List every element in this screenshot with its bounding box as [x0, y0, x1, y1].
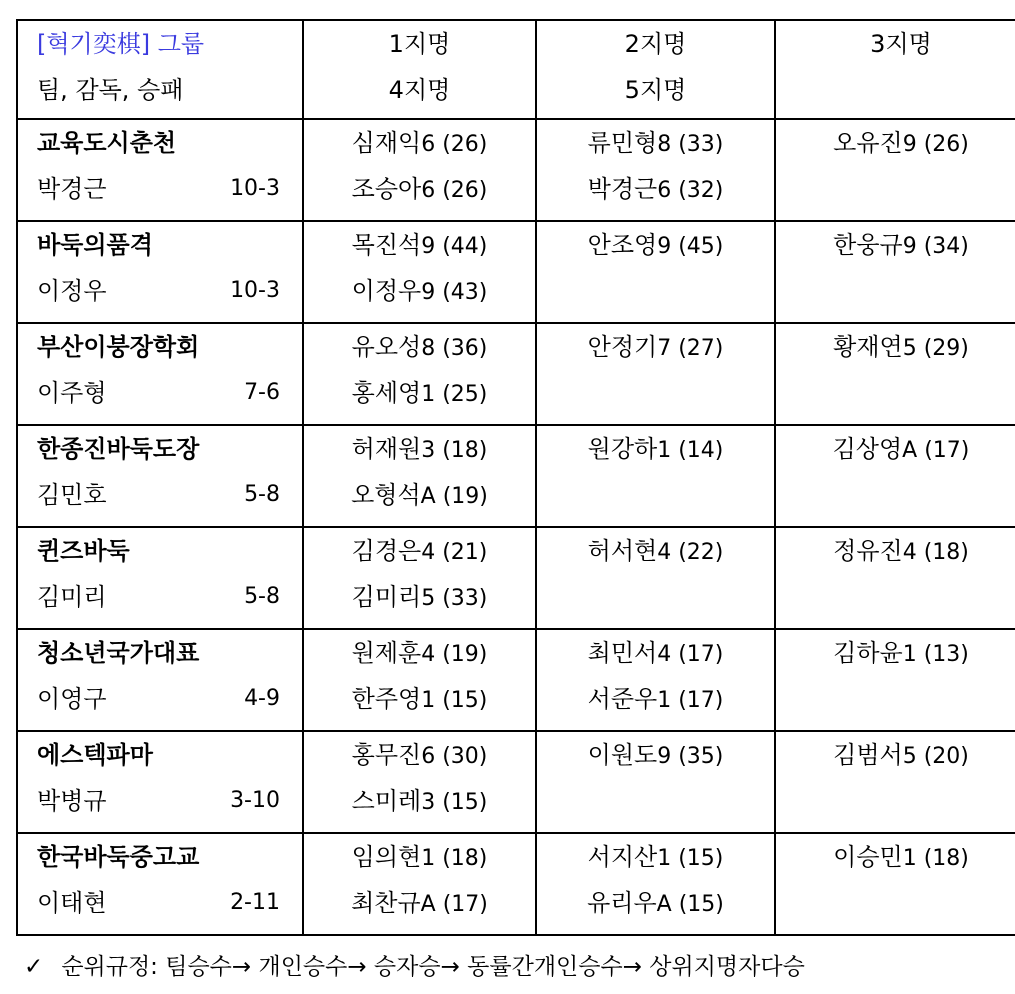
team-row [17, 731, 1015, 833]
team-row [17, 833, 1015, 935]
player-score: 6 (32) [657, 178, 724, 203]
team-name: 한종진바둑도장 [37, 435, 200, 463]
player-name: 한주영 [351, 685, 422, 713]
player-entry [537, 676, 774, 722]
player-name: 스미레 [351, 787, 422, 815]
player-score: 8 (36) [421, 336, 488, 361]
group-title: [혁기奕棋] 그룹 [37, 30, 205, 58]
player-entry [537, 880, 774, 926]
team-name: 퀸즈바둑 [37, 537, 130, 565]
player-name: 서지산 [587, 843, 658, 871]
player-name: 이원도 [587, 741, 658, 769]
pick-3-cell [775, 425, 1015, 527]
team-name: 바둑의품격 [37, 231, 153, 259]
player-name: 원강하 [587, 435, 658, 463]
player-entry [537, 528, 774, 574]
pick-3-cell [775, 731, 1015, 833]
player-score: 4 (19) [421, 642, 488, 667]
player-name: 최찬규 [351, 889, 421, 917]
pick-2-5-cell [536, 527, 775, 629]
header-pick-2-5 [536, 20, 775, 119]
player-entry [304, 268, 535, 314]
pick-1-4-cell [303, 119, 536, 221]
team-coach-record [37, 268, 302, 314]
team-row [17, 221, 1015, 323]
pick-1-4-cell [303, 425, 536, 527]
header-pick-1: 1지명 [388, 30, 451, 58]
player-name: 최민서 [587, 639, 658, 667]
player-entry [304, 630, 535, 676]
player-name: 허서현 [587, 537, 658, 565]
player-entry [537, 426, 774, 472]
team-coach: 박병규 [37, 787, 107, 815]
player-entry [776, 120, 1015, 166]
player-entry [304, 778, 535, 824]
player-name: 오형석 [351, 481, 421, 509]
team-cell [17, 833, 303, 935]
pick-1-4-cell [303, 323, 536, 425]
player-score: 4 (21) [421, 540, 488, 565]
ranking-rule-text: 순위규정: 팀승수→ 개인승수→ 승자승→ 동률간개인승수→ 상위지명자다승 [61, 954, 805, 980]
player-score: A (17) [902, 438, 970, 463]
check-icon: ✓ [24, 954, 44, 980]
player-entry [776, 528, 1015, 574]
header-pick-1-4 [303, 20, 536, 119]
pick-2-5-cell [536, 731, 775, 833]
player-score: 6 (30) [421, 744, 488, 769]
player-entry [537, 630, 774, 676]
player-name: 김경은 [351, 537, 422, 565]
player-score: 1 (13) [902, 642, 969, 667]
player-score: 5 (33) [421, 586, 488, 611]
team-coach: 김미리 [37, 583, 107, 611]
team-cell [17, 323, 303, 425]
player-entry [776, 222, 1015, 268]
team-coach-record [37, 472, 302, 518]
pick-3-cell [775, 629, 1015, 731]
player-score: 1 (15) [421, 688, 488, 713]
player-entry [304, 528, 535, 574]
player-score: 4 (17) [657, 642, 724, 667]
player-entry [304, 880, 535, 926]
header-team-cell [17, 20, 303, 119]
team-coach: 이영구 [37, 685, 107, 713]
team-record: 10-3 [230, 176, 280, 201]
header-pick-2: 2지명 [624, 30, 687, 58]
player-name: 유오성 [351, 333, 422, 361]
player-entry [304, 426, 535, 472]
player-name: 류민형 [587, 129, 658, 157]
team-coach-record [37, 778, 302, 824]
player-name: 김하윤 [833, 639, 903, 667]
team-record: 10-3 [230, 278, 280, 303]
player-name: 홍무진 [351, 741, 422, 769]
team-coach: 이정우 [37, 277, 107, 305]
team-coach-record [37, 676, 302, 722]
header-subtitle: 팀, 감독, 승패 [37, 76, 184, 104]
pick-1-4-cell [303, 629, 536, 731]
player-score: 4 (22) [657, 540, 724, 565]
team-record: 5-8 [244, 482, 280, 507]
pick-3-cell [775, 221, 1015, 323]
team-name: 교육도시춘천 [37, 129, 177, 157]
team-coach-record [37, 574, 302, 620]
player-entry [776, 630, 1015, 676]
player-entry [537, 834, 774, 880]
player-entry [304, 472, 535, 518]
player-score: 9 (44) [421, 234, 488, 259]
team-record: 3-10 [230, 788, 280, 813]
header-row [17, 20, 1015, 119]
player-score: 9 (43) [421, 280, 488, 305]
player-name: 이승민 [833, 843, 903, 871]
ranking-rule-note [24, 947, 805, 987]
player-entry [537, 120, 774, 166]
player-score: A (19) [420, 484, 488, 509]
team-name: 청소년국가대표 [37, 639, 200, 667]
standings-table [16, 19, 1015, 936]
player-score: A (17) [420, 892, 488, 917]
team-cell [17, 425, 303, 527]
player-name: 조승아 [351, 175, 422, 203]
pick-2-5-cell [536, 629, 775, 731]
player-name: 김미리 [351, 583, 422, 611]
player-entry [776, 834, 1015, 880]
player-score: A (15) [656, 892, 724, 917]
player-name: 김범서 [833, 741, 903, 769]
player-score: 9 (34) [902, 234, 969, 259]
team-name: 부산이붕장학회 [37, 333, 200, 361]
pick-3-cell [775, 119, 1015, 221]
pick-2-5-cell [536, 833, 775, 935]
player-score: 3 (18) [421, 438, 488, 463]
team-coach-record [37, 370, 302, 416]
player-name: 오유진 [833, 129, 903, 157]
player-entry [304, 676, 535, 722]
player-entry [304, 370, 535, 416]
player-score: 1 (18) [902, 846, 969, 871]
player-name: 원제훈 [351, 639, 422, 667]
player-entry [304, 324, 535, 370]
player-name: 안정기 [587, 333, 658, 361]
pick-1-4-cell [303, 527, 536, 629]
player-score: 5 (20) [902, 744, 969, 769]
header-pick-5: 5지명 [624, 76, 687, 104]
team-row [17, 323, 1015, 425]
team-record: 5-8 [244, 584, 280, 609]
player-entry [537, 222, 774, 268]
player-name: 유리우 [587, 889, 657, 917]
player-name: 홍세영 [351, 379, 422, 407]
team-row [17, 119, 1015, 221]
player-entry [776, 324, 1015, 370]
pick-1-4-cell [303, 833, 536, 935]
team-name: 에스텍파마 [37, 741, 153, 769]
player-name: 서준우 [587, 685, 658, 713]
team-coach-record [37, 880, 302, 926]
player-name: 황재연 [833, 333, 903, 361]
player-name: 박경근 [587, 175, 658, 203]
pick-2-5-cell [536, 425, 775, 527]
player-name: 한웅규 [833, 231, 903, 259]
player-name: 김상영 [832, 435, 903, 463]
team-coach: 이주형 [37, 379, 107, 407]
team-row [17, 629, 1015, 731]
pick-2-5-cell [536, 323, 775, 425]
team-record: 4-9 [244, 686, 280, 711]
team-coach: 박경근 [37, 175, 107, 203]
pick-2-5-cell [536, 119, 775, 221]
player-score: 6 (26) [421, 132, 488, 157]
player-score: 9 (45) [657, 234, 724, 259]
player-score: 5 (29) [902, 336, 969, 361]
player-score: 9 (26) [902, 132, 969, 157]
team-record: 7-6 [244, 380, 280, 405]
team-coach: 김민호 [37, 481, 107, 509]
player-score: 7 (27) [657, 336, 724, 361]
player-score: 9 (35) [657, 744, 724, 769]
player-name: 허재원 [351, 435, 422, 463]
pick-3-cell [775, 323, 1015, 425]
pick-3-cell [775, 527, 1015, 629]
player-entry [304, 834, 535, 880]
player-score: 6 (26) [421, 178, 488, 203]
player-name: 이정우 [351, 277, 422, 305]
team-cell [17, 221, 303, 323]
pick-1-4-cell [303, 221, 536, 323]
player-score: 1 (15) [657, 846, 724, 871]
player-name: 정유진 [833, 537, 903, 565]
team-record: 2-11 [230, 890, 280, 915]
team-cell [17, 731, 303, 833]
team-cell [17, 527, 303, 629]
team-cell [17, 629, 303, 731]
player-score: 1 (14) [657, 438, 724, 463]
player-name: 안조영 [587, 231, 658, 259]
team-name: 한국바둑중고교 [37, 843, 200, 871]
pick-2-5-cell [536, 221, 775, 323]
player-entry [304, 120, 535, 166]
player-score: 1 (17) [657, 688, 724, 713]
pick-3-cell [775, 833, 1015, 935]
team-coach: 이태현 [37, 889, 107, 917]
player-name: 목진석 [351, 231, 422, 259]
player-entry [304, 166, 535, 212]
team-coach-record [37, 166, 302, 212]
player-entry [537, 324, 774, 370]
player-entry [776, 732, 1015, 778]
player-score: 8 (33) [657, 132, 724, 157]
team-row [17, 527, 1015, 629]
player-entry [304, 574, 535, 620]
player-entry [304, 222, 535, 268]
pick-1-4-cell [303, 731, 536, 833]
header-pick-4: 4지명 [388, 76, 451, 104]
player-name: 임의현 [351, 843, 422, 871]
team-row [17, 425, 1015, 527]
header-pick-3 [775, 20, 1015, 119]
player-entry [776, 426, 1015, 472]
player-name: 심재익 [351, 129, 422, 157]
player-score: 1 (25) [421, 382, 488, 407]
player-entry [304, 732, 535, 778]
player-entry [537, 732, 774, 778]
team-cell [17, 119, 303, 221]
header-pick-3-label: 3지명 [870, 30, 932, 58]
player-score: 1 (18) [421, 846, 488, 871]
player-score: 3 (15) [421, 790, 488, 815]
player-score: 4 (18) [902, 540, 969, 565]
player-entry [537, 166, 774, 212]
